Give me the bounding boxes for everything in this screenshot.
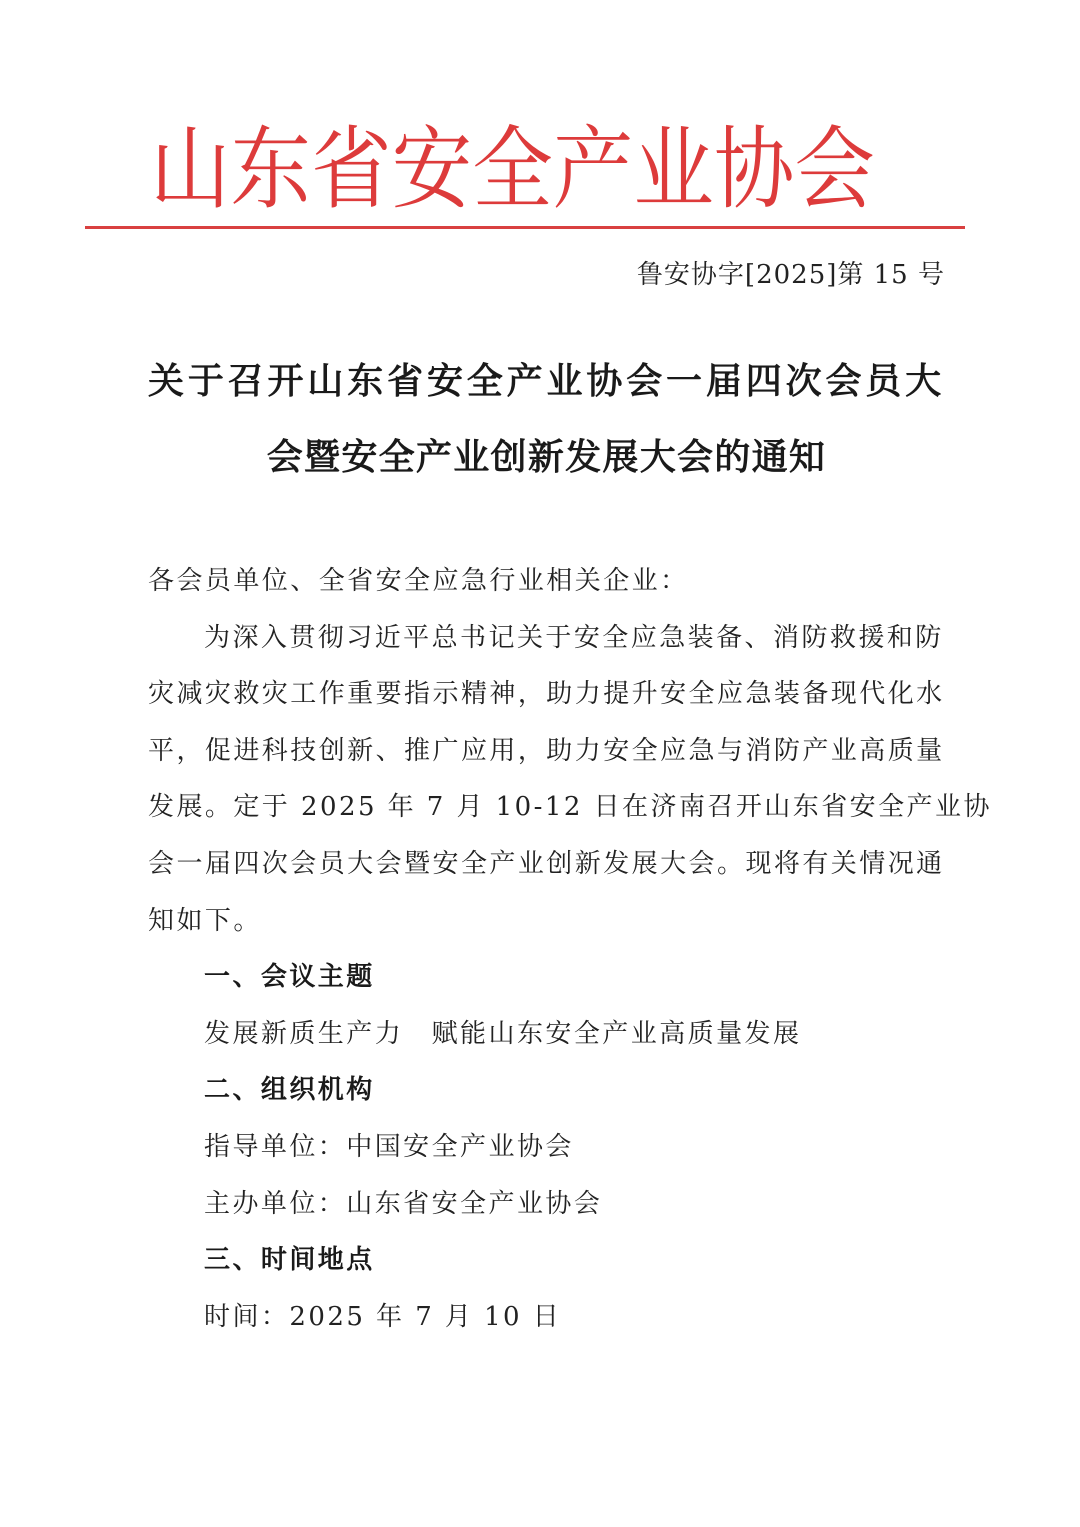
title-line-2: 会暨安全产业创新发展大会的通知: [266, 437, 827, 478]
salutation: 各会员单位、全省安全应急行业相关企业：: [148, 566, 689, 596]
letterhead-red-rule: [85, 226, 965, 229]
section-heading-organization: 二、组织机构: [204, 1075, 375, 1106]
document-number: 鲁安协字[2025]第 15 号: [636, 260, 945, 290]
section-heading-time-place: 三、时间地点: [204, 1245, 375, 1276]
intro-line: 会一届四次会员大会暨安全产业创新发展大会。现将有关情况通: [148, 848, 945, 879]
document-title: [148, 344, 945, 496]
guiding-unit-text: 指导单位：中国安全产业协会: [204, 1131, 574, 1162]
intro-line: 知如下。: [148, 905, 262, 936]
intro-line: 为深入贯彻习近平总书记关于安全应急装备、消防救援和防: [204, 622, 944, 653]
intro-line: 平，促进科技创新、推广应用，助力安全应急与消防产业高质量: [148, 735, 945, 766]
intro-line: 灾减灾救灾工作重要指示精神，助力提升安全应急装备现代化水: [148, 679, 945, 710]
meeting-time-text: 时间：2025 年 7 月 10 日: [204, 1301, 562, 1332]
intro-line: 发展。定于 2025 年 7 月 10-12 日在济南召开山东省安全产业协: [148, 792, 992, 823]
document-body: [148, 553, 992, 1345]
title-line-1: 关于召开山东省安全产业协会一届四次会员大: [148, 361, 946, 402]
meeting-theme-text: 发展新质生产力 赋能山东安全产业高质量发展: [204, 1018, 802, 1049]
host-unit-text: 主办单位：山东省安全产业协会: [204, 1188, 603, 1219]
letterhead-org-name: 山东省安全产业协会: [150, 117, 875, 222]
section-heading-meeting-theme: 一、会议主题: [204, 962, 375, 993]
